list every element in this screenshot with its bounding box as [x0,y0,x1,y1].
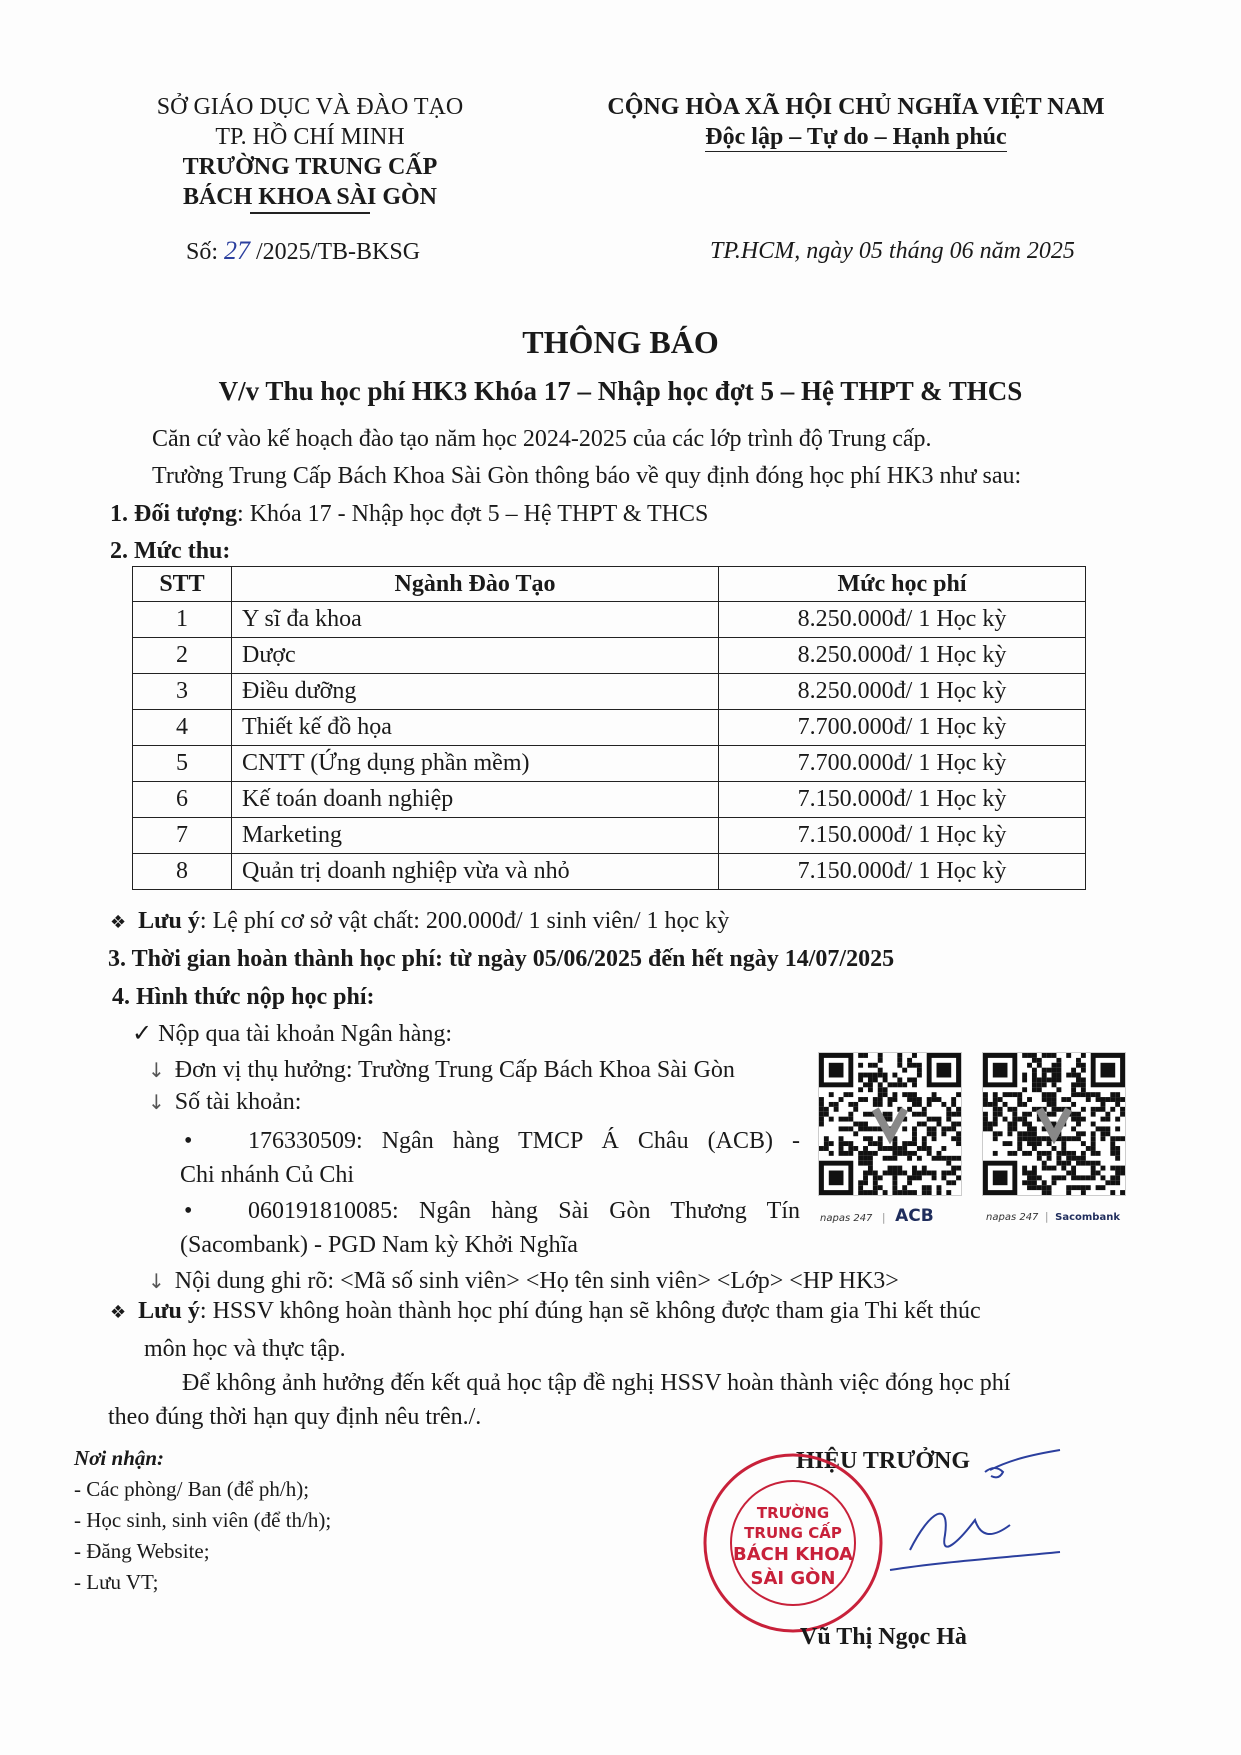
note-2-text-1: : HSSV không hoàn thành học phí đúng hạn sẽ không được tham gia Thi kết thúc [199,1298,981,1324]
fee-table [132,566,1086,890]
fee-table-header [133,567,1086,602]
school-name-2: BÁCH KHOA SÀI GÒN [182,184,438,210]
stamp-line-4: SÀI GÒN [750,1568,836,1589]
row-program: Điều dưỡng [232,674,719,710]
recipient-item: - Lưu VT; [74,1570,159,1594]
recipient-item: - Các phòng/ Ban (để ph/h); [74,1477,310,1501]
row-fee: 8.250.000đ/ 1 Học kỳ [719,638,1086,674]
note-2-text-2: môn học và thực tập. [144,1336,346,1362]
acb-qr-caption: napas 247 | ACB [820,1206,934,1226]
col-stt: STT [133,567,232,602]
recipients-title: Nơi nhận: [74,1446,165,1470]
row-fee: 8.250.000đ/ 1 Học kỳ [719,674,1086,710]
row-stt: 8 [133,854,232,890]
header-left-underline [250,212,370,214]
row-stt: 3 [133,674,232,710]
table-row [133,818,1086,854]
checkmark-icon: ✓ [132,1019,153,1047]
beneficiary-text: Đơn vị thụ hưởng: Trường Trung Cấp Bách Khoa Sài Gòn [174,1057,735,1083]
table-row [133,746,1086,782]
row-stt: 5 [133,746,232,782]
section-1-text: : Khóa 17 - Nhập học đợt 5 – Hệ THPT & THCS [237,501,709,527]
section-1 [110,499,708,529]
note-1 [110,906,729,938]
section-1-label: 1. Đối tượng [110,501,238,527]
napas-logo: napas 247 [820,1213,873,1224]
recipient-item: - Đăng Website; [74,1539,210,1563]
diamond-bullet-icon: ❖ [110,912,127,933]
row-fee: 7.700.000đ/ 1 Học kỳ [719,710,1086,746]
department-name: SỞ GIÁO DỤC VÀ ĐÀO TẠO [156,94,464,120]
row-program: Kế toán doanh nghiệp [232,782,719,818]
acb-line-2: Chi nhánh Củ Chi [180,1162,355,1188]
note-1-label: Lưu ý [138,908,200,934]
col-fee: Mức học phí [719,567,1086,602]
col-program: Ngành Đào Tạo [232,567,719,602]
pay-content [148,1266,899,1296]
arrow-down-icon: ↓ [148,1058,165,1082]
row-fee: 7.700.000đ/ 1 Học kỳ [719,746,1086,782]
signer-name: Vũ Thị Ngọc Hà [800,1624,967,1650]
motto-text: Độc lập – Tự do – Hạnh phúc [705,124,1007,150]
table-row [133,782,1086,818]
stamp-line-2: TRUNG CẤP [744,1524,842,1542]
stamp-line-1: TRƯỜNG [756,1504,830,1522]
doc-number-suffix: /2025/TB-BKSG [256,239,421,265]
handwritten-signature-icon [760,1440,1080,1600]
row-program: Thiết kế đồ họa [232,710,719,746]
header-right [576,92,1136,152]
account-label-text: Số tài khoản: [174,1089,302,1115]
napas-logo: napas 247 [986,1212,1039,1223]
qr-code-icon [983,1053,1125,1195]
dot-bullet-icon: • [184,1198,193,1224]
signer-role: HIỆU TRƯỞNG [796,1448,971,1474]
school-name-1: TRƯỜNG TRUNG CẤP [182,154,438,180]
stamp-line-3: BÁCH KHOA [733,1544,853,1565]
pay-beneficiary [148,1055,735,1085]
dot-bullet-icon: • [184,1128,193,1154]
intro-2: Trường Trung Cấp Bách Khoa Sài Gòn thông báo về quy định đóng học phí HK3 như sau: [152,463,1022,489]
doc-number [186,236,420,267]
sacombank-qr-caption: napas 247 | Sacombank [986,1210,1120,1223]
table-row [133,638,1086,674]
nation-name: CỘNG HÒA XÃ HỘI CHỦ NGHĨA VIỆT NAM [607,94,1105,120]
row-fee: 8.250.000đ/ 1 Học kỳ [719,602,1086,638]
pay-via-bank [132,1018,452,1049]
acb-line-1: 176330509: Ngân hàng TMCP Á Châu (ACB) - [248,1128,800,1154]
account-acb [180,1126,800,1190]
arrow-down-icon: ↓ [148,1269,165,1293]
table-row [133,854,1086,890]
table-row [133,602,1086,638]
content-text: Nội dung ghi rõ: <Mã số sinh viên> <Họ tên sinh viên> <Lớp> <HP HK3> [174,1268,899,1294]
sacombank-qr-code [982,1052,1126,1196]
row-stt: 2 [133,638,232,674]
recipient-item: - Học sinh, sinh viên (để th/h); [74,1508,332,1532]
row-fee: 7.150.000đ/ 1 Học kỳ [719,854,1086,890]
city-name: TP. HỒ CHÍ MINH [215,124,405,150]
row-stt: 7 [133,818,232,854]
pay-account-label [148,1087,301,1117]
row-fee: 7.150.000đ/ 1 Học kỳ [719,818,1086,854]
pay-via-bank-text: Nộp qua tài khoản Ngân hàng: [158,1021,453,1047]
doc-number-handwritten: 27 [224,236,251,265]
acb-logo: ACB [895,1206,934,1226]
section-3: 3. Thời gian hoàn thành học phí: từ ngày 05/06/2025 đến hết ngày 14/07/2025 [108,946,895,972]
motto [576,122,1136,152]
row-stt: 4 [133,710,232,746]
doc-date: TP.HCM, ngày 05 tháng 06 năm 2025 [710,238,1075,264]
row-stt: 1 [133,602,232,638]
table-row [133,710,1086,746]
row-fee: 7.150.000đ/ 1 Học kỳ [719,782,1086,818]
note-2 [110,1296,1120,1364]
diamond-bullet-icon: ❖ [110,1302,127,1323]
sacombank-logo: Sacombank [1055,1212,1120,1223]
recipients [74,1444,331,1596]
intro-1: Căn cứ vào kế hoạch đào tạo năm học 2024-2025 của các lớp trình độ Trung cấp. [152,426,932,452]
scb-line-2: (Sacombank) - PGD Nam kỳ Khởi Nghĩa [180,1232,578,1258]
doc-title: THÔNG BÁO [522,324,719,360]
header-left [140,92,480,214]
table-row [133,674,1086,710]
row-program: Dược [232,638,719,674]
closing-2: theo đúng thời hạn quy định nêu trên./. [108,1404,482,1430]
row-stt: 6 [133,782,232,818]
qr-code-icon [819,1053,961,1195]
arrow-down-icon: ↓ [148,1090,165,1114]
row-program: CNTT (Ứng dụng phần mềm) [232,746,719,782]
note-1-text: : Lệ phí cơ sở vật chất: 200.000đ/ 1 sinh viên/ 1 học kỳ [199,908,730,934]
doc-number-prefix: Số: [186,239,219,265]
doc-subtitle: V/v Thu học phí HK3 Khóa 17 – Nhập học đợt 5 – Hệ THPT & THCS [218,376,1023,406]
section-4: 4. Hình thức nộp học phí: [112,984,375,1010]
section-2-label: 2. Mức thu: [110,538,231,564]
account-sacombank [180,1196,800,1260]
note-2-label: Lưu ý [138,1298,200,1324]
row-program: Y sĩ đa khoa [232,602,719,638]
acb-qr-code [818,1052,962,1196]
scb-line-1: 060191810085: Ngân hàng Sài Gòn Thương Tín [248,1198,800,1224]
row-program: Quản trị doanh nghiệp vừa và nhỏ [232,854,719,890]
row-program: Marketing [232,818,719,854]
closing-1: Để không ảnh hưởng đến kết quả học tập đề nghị HSSV hoàn thành việc đóng học phí [182,1370,1011,1396]
